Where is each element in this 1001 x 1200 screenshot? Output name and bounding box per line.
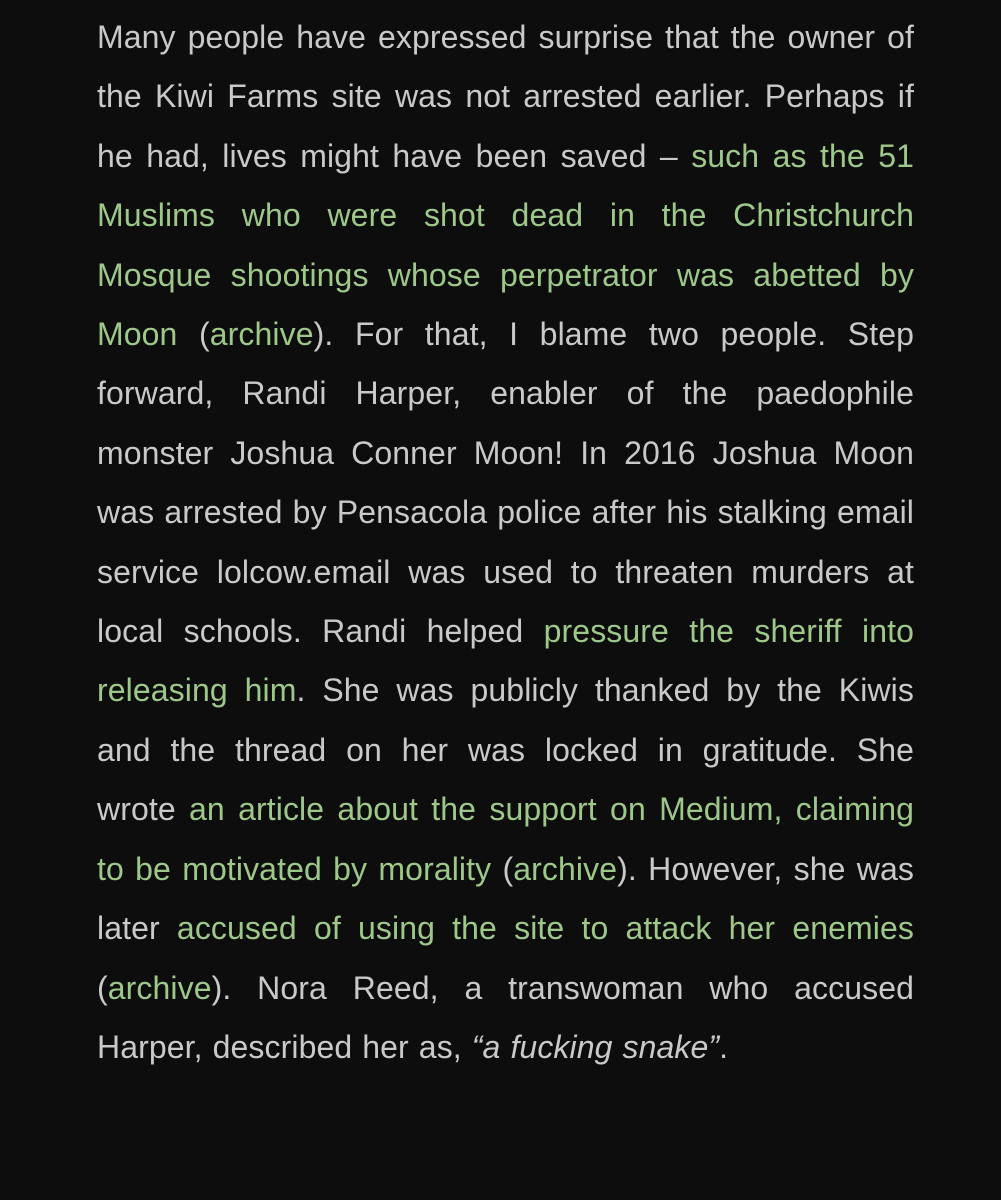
paragraph-text: .	[719, 1028, 729, 1065]
link-archive[interactable]: archive	[107, 969, 212, 1006]
paragraph-text: (	[97, 969, 108, 1006]
paragraph-text: ). However, she was later	[97, 850, 915, 947]
quote-text: “a fucking snake”	[471, 1028, 720, 1065]
link-archive[interactable]: archive	[513, 850, 618, 887]
paragraph-text: . She was publicly thanked by the Kiwis and the thread on her was locked in gratitude. She wrote	[97, 672, 914, 828]
article-paragraph	[97, 8, 914, 1077]
paragraph-text: Many people have expressed surprise that the owner of the Kiwi Farms site was not arrested earlier. Perhaps if he had, lives might have been saved –	[97, 19, 914, 174]
link-medium-article[interactable]: an article about the support on Medium, claiming to be motivated by morality	[97, 791, 914, 887]
paragraph-text: (	[491, 850, 514, 887]
link-archive[interactable]: archive	[209, 316, 314, 353]
link-accused-of-using-site[interactable]: accused of using the site to attack her enemies	[176, 910, 915, 947]
paragraph-text: ). For that, I blame two people. Step forward, Randi Harper, enabler of the paedophile monster Joshua Conner Moon! In 2016 Joshua Moon was arrested by Pensacola police after his stalking email service lolcow.email was used to threaten murders at local schools. Randi helped	[97, 316, 915, 650]
link-pressure-sheriff[interactable]: pressure the sheriff into releasing him	[97, 613, 914, 709]
link-christchurch-shootings[interactable]: such as the 51 Muslims who were shot dead in the Christchurch Mosque shootings whose perpetrator was abetted by Moon	[97, 137, 914, 353]
paragraph-text: (	[177, 316, 210, 353]
paragraph-text: ). Nora Reed, a transwoman who accused Harper, described her as,	[97, 969, 914, 1065]
